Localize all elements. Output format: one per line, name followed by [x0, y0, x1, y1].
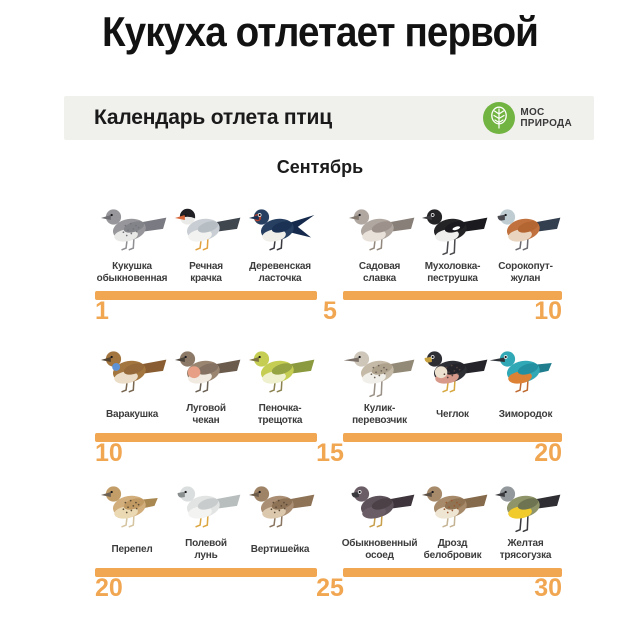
bird-illustration [95, 200, 169, 256]
bird-illustration [489, 477, 563, 533]
timeline-bar-right [343, 291, 562, 300]
calendar-row [0, 477, 640, 609]
bird-cell [489, 200, 562, 286]
bird-illustration [343, 477, 417, 533]
bird-illustration [489, 200, 563, 256]
card-header-title: Календарь отлета птиц [94, 106, 332, 129]
timeline-date-end: 30 [534, 574, 562, 602]
bird-name: Сорокопут- жулан [498, 260, 553, 284]
bird-cell [416, 477, 489, 563]
bird-cell [489, 342, 562, 428]
page-title [0, 8, 640, 56]
timeline-bar-left [95, 291, 317, 300]
bird-illustration [95, 477, 169, 533]
bird-name: Полевой лунь [185, 537, 227, 561]
bird-name: Мухоловка- пеструшка [424, 260, 481, 284]
logo-text [520, 107, 572, 129]
timeline-date-mid: 15 [316, 439, 344, 467]
bird-cell [243, 477, 317, 563]
bird-group-left [95, 477, 317, 563]
bird-illustration [243, 477, 317, 533]
timeline-date-mid: 5 [323, 297, 337, 325]
bird-name: Речная крачка [189, 260, 223, 284]
bird-name: Пеночка- трещотка [257, 402, 303, 426]
logo-line1: МОС [520, 107, 545, 118]
calendar-row [0, 342, 640, 474]
timeline-bar-right [343, 433, 562, 442]
timeline-date-end: 10 [534, 297, 562, 325]
bird-name: Луговой чекан [186, 402, 226, 426]
bird-name: Чеглок [436, 408, 469, 420]
bird-illustration [169, 200, 243, 256]
bird-group-right [343, 342, 562, 428]
bird-illustration [416, 200, 490, 256]
bird-name: Обыкновенный осоед [341, 537, 418, 561]
bird-name: Вертишейка [250, 543, 310, 555]
bird-illustration [169, 477, 243, 533]
bird-cell [169, 342, 243, 428]
bird-cell [169, 200, 243, 286]
timeline-date-start: 1 [95, 297, 109, 325]
bird-cell [243, 200, 317, 286]
timeline-date-end: 20 [534, 439, 562, 467]
logo-line2: ПРИРОДА [520, 118, 572, 129]
bird-illustration [95, 342, 169, 398]
bird-illustration [343, 200, 417, 256]
bird-name: Садовая славка [358, 260, 401, 284]
bird-illustration [416, 342, 490, 398]
bird-illustration [343, 342, 417, 398]
bird-cell [243, 342, 317, 428]
bird-group-left [95, 200, 317, 286]
bird-cell [95, 200, 169, 286]
bird-cell [416, 200, 489, 286]
timeline-date-start: 20 [95, 574, 123, 602]
bird-name: Деревенская ласточка [249, 260, 311, 284]
bird-name: Кулик- перевозчик [352, 402, 407, 426]
timeline-bar-left [95, 433, 317, 442]
bird-cell [343, 342, 416, 428]
timeline-bar-right [343, 568, 562, 577]
bird-group-left [95, 342, 317, 428]
bird-group-right [343, 200, 562, 286]
bird-name: Дрозд белобровик [423, 537, 482, 561]
bird-cell [95, 477, 169, 563]
bird-name: Кукушка обыкновенная [96, 260, 168, 284]
timeline-date-mid: 25 [316, 574, 344, 602]
page-title-text: Кукуха отлетает первой [101, 8, 538, 55]
bird-illustration [243, 200, 317, 256]
bird-cell [416, 342, 489, 428]
timeline-bar-left [95, 568, 317, 577]
bird-name: Зимородок [498, 408, 553, 420]
card-header [64, 96, 594, 140]
bird-cell [169, 477, 243, 563]
mospriroda-logo [483, 102, 572, 134]
bird-illustration [243, 342, 317, 398]
bird-name: Желтая трясогузка [499, 537, 552, 561]
bird-cell [489, 477, 562, 563]
timeline-date-start: 10 [95, 439, 123, 467]
tree-icon [483, 102, 515, 134]
calendar-row [0, 200, 640, 332]
month-label: Сентябрь [276, 157, 364, 177]
bird-cell [343, 200, 416, 286]
bird-cell [343, 477, 416, 563]
bird-name: Перепел [111, 543, 153, 555]
bird-illustration [416, 477, 490, 533]
bird-illustration [489, 342, 563, 398]
bird-illustration [169, 342, 243, 398]
bird-cell [95, 342, 169, 428]
bird-name: Варакушка [105, 408, 159, 420]
bird-group-right [343, 477, 562, 563]
